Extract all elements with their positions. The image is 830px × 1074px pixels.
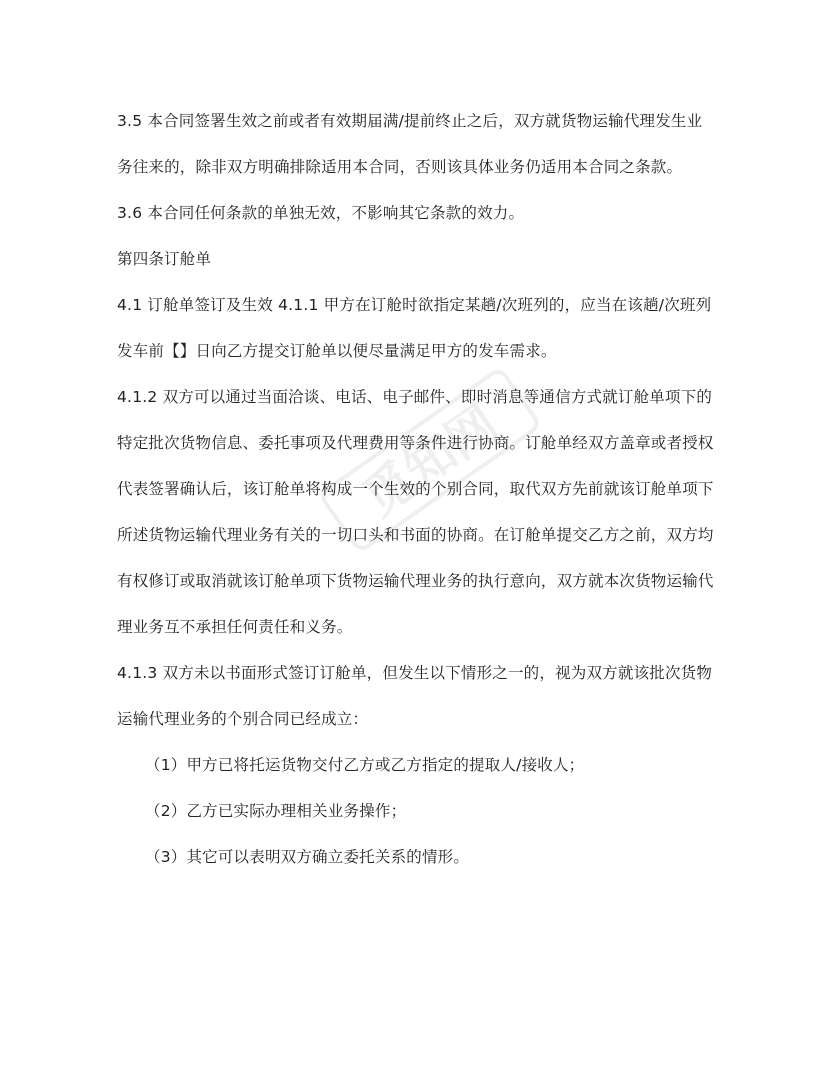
list-item: （3）其它可以表明双方确立委托关系的情形。 bbox=[145, 848, 470, 866]
clause-3-6: 3.6 本合同任何条款的单独无效，不影响其它条款的效力。 bbox=[117, 204, 525, 222]
list-item: （2）乙方已实际办理相关业务操作； bbox=[145, 802, 407, 820]
watermark-text: 觅知网 bbox=[352, 394, 509, 528]
clause-3-5: 3.5 本合同签署生效之前或者有效期届满/提前终止之后，双方就货物运输代理发生业务往来的，除非双方明确排除适用本合同，否则该具体业务仍适用本合同之条款。 bbox=[117, 112, 703, 176]
clause-4-1: 4.1 订舱单签订及生效 4.1.1 甲方在订舱时欲指定某趟/次班列的，应当在该趟/次班列发车前【】日向乙方提交订舱单以便尽量满足甲方的发车需求。 bbox=[117, 296, 712, 360]
section-heading-4: 第四条订舱单 bbox=[117, 250, 212, 268]
clause-4-1-2: 4.1.2 双方可以通过当面洽谈、电话、电子邮件、即时消息等通信方式就订舱单项下的特定批次货物信息、委托事项及代理费用等条件进行协商。订舱单经双方盖章或者授权代表签署确认后，该订舱单将构成一个生效的个别合同，取代双方先前就该订舱单项下所述货物运输代理业务有关的一切口头和书面的协商。在订舱单提交乙方之前，双方均有权修订或取消就该订舱单项下货物运输代理业务的执行意向，双方就本次货物运输代理业务互不承担任何责任和义务。 bbox=[117, 388, 714, 636]
document-body bbox=[117, 98, 717, 880]
list-item: （1）甲方已将托运货物交付乙方或乙方指定的提取人/接收人； bbox=[145, 756, 585, 774]
clause-4-1-3: 4.1.3 双方未以书面形式签订订舱单，但发生以下情形之一的，视为双方就该批次货物运输代理业务的个别合同已经成立： bbox=[117, 664, 713, 728]
